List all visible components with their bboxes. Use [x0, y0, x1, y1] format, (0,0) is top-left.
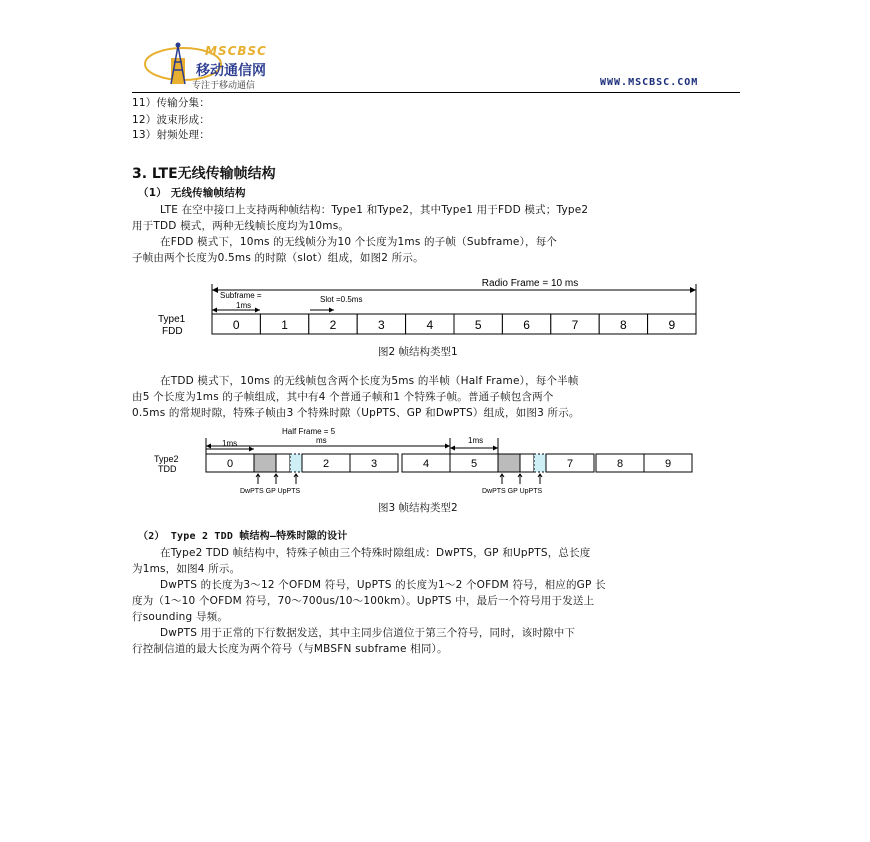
special-slot-label-left: DwPTS GP UpPTS — [240, 488, 301, 495]
paragraph-line: 行sounding 导频。 — [132, 611, 229, 623]
subsection-title: （1） 无线传输帧结构 — [138, 187, 246, 199]
tdd-subframe-number: 5 — [470, 458, 478, 470]
figure-3-caption: 图3 帧结构类型2 — [378, 502, 458, 514]
header-rule — [132, 92, 740, 93]
tdd-subframe-number: 3 — [370, 458, 378, 470]
paragraph-line: 度为（1～10 个OFDM 符号，70～700us/10～100km）。UpPTS 中，最后一个符号用于发送上 — [132, 595, 595, 607]
tdd-subframe-cell — [290, 454, 302, 472]
special-slot-arrow — [256, 474, 260, 484]
figure-3-diagram — [150, 424, 710, 498]
paragraph-line: 由5 个长度为1ms 的子帧组成，其中有4 个普通子帧和1 个特殊子帧。普通子帧包含两个 — [132, 391, 554, 403]
slot-label: Slot =0.5ms — [320, 295, 363, 304]
half-frame-label: Half Frame = 5 — [282, 427, 336, 436]
row-label-type2: Type2 — [154, 454, 179, 464]
tdd-subframe-cell — [254, 454, 276, 472]
special-slot-arrow — [538, 474, 542, 484]
fdd-subframe-number: 0 — [232, 318, 240, 332]
figure-2-caption: 图2 帧结构类型1 — [378, 346, 458, 358]
paragraph-line: DwPTS 用于正常的下行数据发送，其中主同步信道位于第三个符号，同时，该时隙中下 — [160, 627, 576, 639]
ms-label-right: 1ms — [468, 436, 484, 445]
logo-cn-text: 移动通信网 — [196, 63, 266, 79]
figure-2-diagram — [150, 272, 710, 342]
paragraph-line: 子帧由两个长度为0.5ms 的时隙（slot）组成，如图2 所示。 — [132, 252, 424, 264]
tdd-subframe-number: 8 — [616, 458, 624, 470]
ms-label-left: 1ms — [222, 439, 238, 448]
radio-frame-label: Radio Frame = 10 ms — [481, 278, 579, 289]
fdd-subframe-number: 3 — [378, 318, 385, 332]
subsection-title: （2） Type 2 TDD 帧结构—特殊时隙的设计 — [138, 531, 348, 542]
fdd-subframe-number: 2 — [329, 318, 337, 332]
paragraph-line: 为1ms，如图4 所示。 — [132, 563, 241, 575]
row-label-fdd: FDD — [162, 326, 183, 337]
fdd-subframe-number: 1 — [281, 318, 288, 332]
paragraph-line: 0.5ms 的常规时隙，特殊子帧由3 个特殊时隙（UpPTS、GP 和DwPTS）组成，如图3 所示。 — [132, 407, 580, 419]
subframe-label: Subframe = — [220, 291, 262, 300]
list-item: 13）射频处理： — [132, 129, 210, 141]
fdd-subframe-number: 5 — [474, 318, 482, 332]
list-item: 12）波束形成： — [132, 114, 210, 126]
paragraph-line: 在Type2 TDD 帧结构中，特殊子帧由三个特殊时隙组成：DwPTS，GP 和UpPTS，总长度 — [160, 547, 591, 559]
special-slot-arrow — [500, 474, 504, 484]
special-slot-arrow — [518, 474, 522, 484]
fdd-subframe-number: 4 — [426, 318, 434, 332]
special-slot-arrow — [274, 474, 278, 484]
paragraph-line: 行控制信道的最大长度为两个符号（与MBSFN subframe 相同）。 — [132, 643, 448, 655]
paragraph-line: 在TDD 模式下，10ms 的无线帧包含两个长度为5ms 的半帧（Half Frame），每个半帧 — [160, 375, 579, 387]
row-label-type1: Type1 — [158, 314, 186, 325]
logo-tagline: 专注于移动通信 — [192, 81, 256, 91]
fdd-subframe-number: 6 — [523, 318, 530, 332]
list-item: 11）传输分集： — [132, 97, 210, 109]
tdd-subframe-cell — [520, 454, 534, 472]
tdd-subframe-number: 7 — [566, 458, 574, 470]
tdd-subframe-cell — [498, 454, 520, 472]
row-label-tdd: TDD — [158, 464, 177, 474]
site-url: WWW.MSCBSC.COM — [600, 77, 699, 88]
fdd-subframe-cells — [212, 314, 696, 334]
paragraph-line: LTE 在空中接口上支持两种帧结构：Type1 和Type2，其中Type1 用于FDD 模式；Type2 — [160, 204, 589, 216]
half-frame-label-ms: ms — [316, 436, 327, 445]
tdd-subframe-cells — [206, 454, 692, 484]
special-slot-label-right: DwPTS GP UpPTS — [482, 488, 543, 495]
tdd-subframe-number: 4 — [422, 458, 430, 470]
paragraph-line: DwPTS 的长度为3～12 个OFDM 符号，UpPTS 的长度为1～2 个OFDM 符号，相应的GP 长 — [160, 579, 606, 591]
fdd-subframe-number: 8 — [620, 318, 627, 332]
subframe-label-ms: 1ms — [236, 301, 252, 310]
special-slot-arrow — [294, 474, 298, 484]
tdd-subframe-cell — [534, 454, 546, 472]
section-title: 3. LTE无线传输帧结构 — [132, 166, 276, 182]
tdd-subframe-number: 0 — [226, 458, 234, 470]
fdd-subframe-number: 7 — [571, 318, 579, 332]
fdd-subframe-number: 9 — [668, 318, 676, 332]
paragraph-line: 在FDD 模式下，10ms 的无线帧分为10 个长度为1ms 的子帧（Subframe），每个 — [160, 236, 558, 248]
tdd-subframe-number: 9 — [664, 458, 672, 470]
paragraph-line: 用于TDD 模式，两种无线帧长度均为10ms。 — [132, 220, 350, 232]
logo-en-text: MSCBSC — [205, 44, 267, 58]
tdd-subframe-cell — [276, 454, 290, 472]
tdd-subframe-number: 2 — [322, 458, 330, 470]
